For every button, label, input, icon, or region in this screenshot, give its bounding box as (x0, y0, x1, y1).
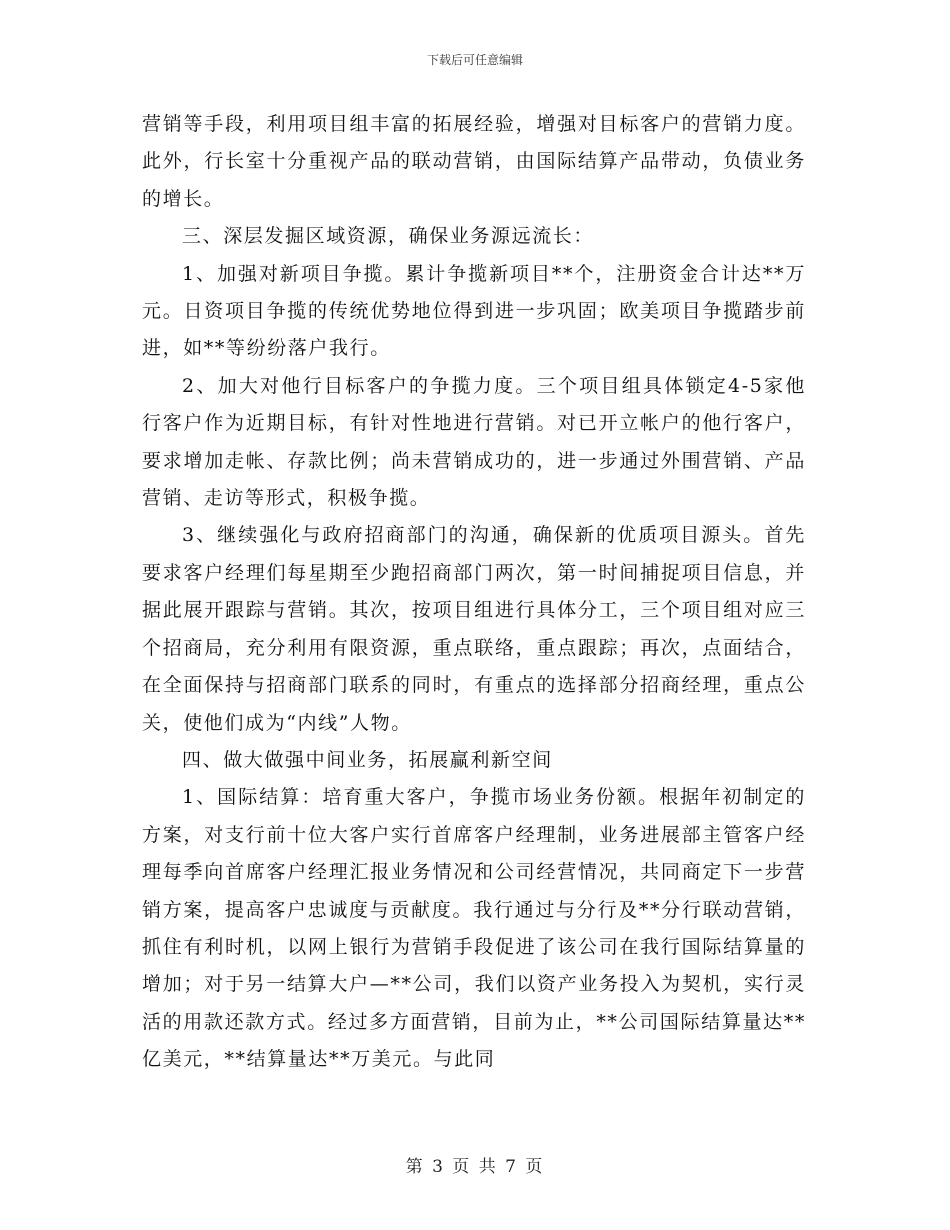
document-body (142, 106, 806, 1079)
section-heading-4: 四、做大做强中间业务，拓展赢利新空间 (182, 748, 553, 771)
page-number-footer: 第 3 页 共 7 页 (405, 1157, 545, 1177)
paragraph-continuation: 营销等手段，利用项目组丰富的拓展经验，增强对目标客户的营销力度。此外，行长室十分重视产品的联动营销，由国际结算产品带动，负债业务的增长。 (142, 113, 806, 210)
paragraph-government-liaison: 3、继续强化与政府招商部门的沟通，确保新的优质项目源头。首先要求客户经理们每星期至少跑招商部门两次，第一时间捕捉项目信息，并据此展开跟踪与营销。其次，按项目组进行具体分工，三个项目组对应三个招商局，充分利用有限资源，重点联络，重点跟踪；再次，点面结合，在全面保持与招商部门联系的同时，有重点的选择部分招商经理，重点公关，使他们成为“内线”人物。 (142, 524, 806, 734)
section-heading-3: 三、深层发掘区域资源，确保业务源远流长： (182, 225, 595, 248)
paragraph-new-projects: 1、加强对新项目争揽。累计争揽新项目**个，注册资金合计达**万元。日资项目争揽的传统优势地位得到进一步巩固；欧美项目争揽踏步前进，如**等纷纷落户我行。 (142, 262, 806, 360)
paragraph-international-settlement: 1、国际结算：培育重大客户，争揽市场业务份额。根据年初制定的方案，对支行前十位大客户实行首席客户经理制，业务进展部主管客户经理每季向首席客户经理汇报业务情况和公司经营情况，共同商定下一步营销方案，提高客户忠诚度与贡献度。我行通过与分行及**分行联动营销，抓住有利时机，以网上银行为营销手段促进了该公司在我行国际结算量的增加；对于另一结算大户—**公司，我们以资产业务投入为契机，实行灵活的用款还款方式。经过多方面营销，目前为止，**公司国际结算量达**亿美元，**结算量达**万美元。与此同 (142, 786, 806, 1071)
page-header: 下载后可任意编辑 (426, 53, 523, 67)
paragraph-other-bank-clients: 2、加大对他行目标客户的争揽力度。三个项目组具体锁定4-5家他行客户作为近期目标，有针对性地进行营销。对已开立帐户的他行客户，要求增加走帐、存款比例；尚未营销成功的，进一步通过外围营销、产品营销、走访等形式，积极争揽。 (142, 374, 806, 510)
